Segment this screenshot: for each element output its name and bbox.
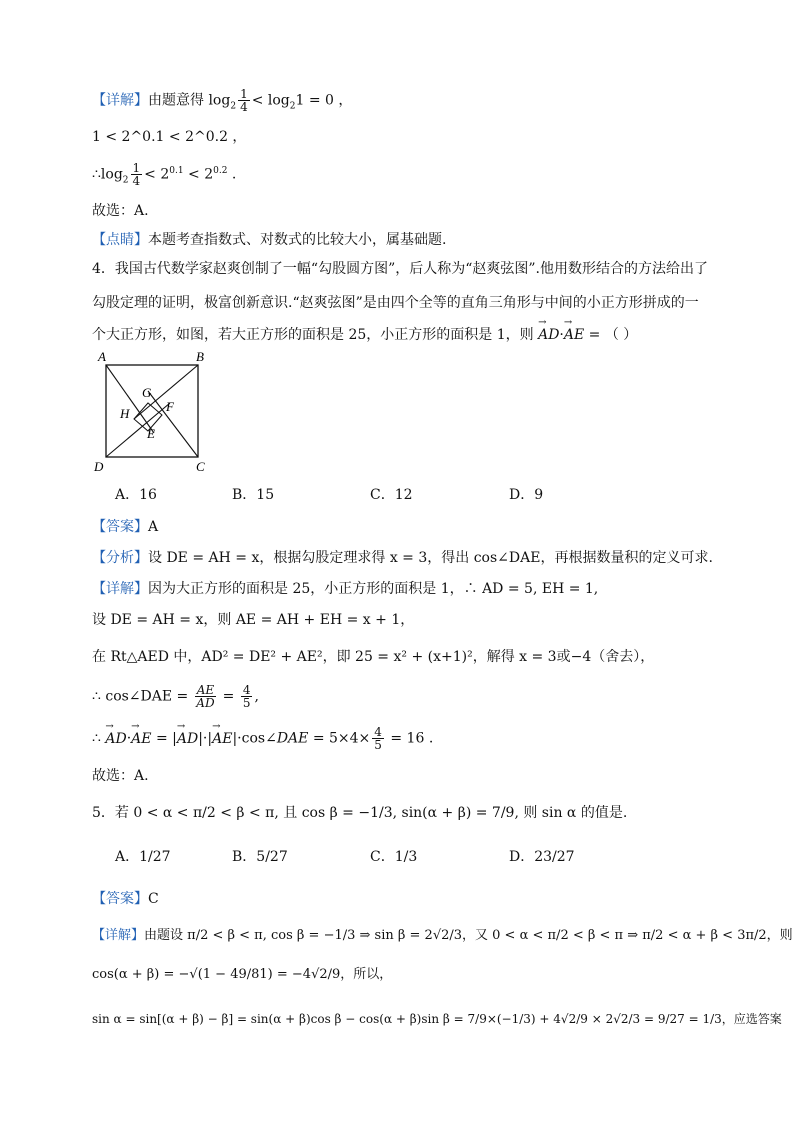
q5-option-c: C．1/3	[370, 849, 418, 865]
q5-line1: 5．若 0 < α < π/2 < β < π, 且 cos β = −1/3, sin(α + β) = 7/9, 则 sin α 的值是.	[92, 805, 628, 821]
label-B: B	[196, 349, 204, 364]
label-F: F	[166, 399, 174, 414]
p3-line3: $\therefore\log_2$ $\frac{1}{4}$ < $2^{0.1} < 2^{0.2}$ .	[92, 161, 237, 189]
q5-option-d: D．23/27	[509, 849, 575, 865]
q5-answer: 【答案】C	[92, 891, 159, 907]
q4-detail5: ∴ → AD·→ AE = |→ AD|·|→ AE|·cos∠DAE = 5×4× $\frac{4}{5}$ = 16 .	[92, 726, 433, 751]
detail-tag: 【详解】	[92, 92, 148, 109]
zhao-shuang-figure	[92, 345, 222, 475]
comment-tag: 【点睛】	[92, 232, 148, 248]
label-H: H	[120, 406, 130, 421]
p3-comment: 【点睛】本题考查指数式、对数式的比较大小，属基础题.	[92, 232, 447, 248]
q4-option-b: B．15	[232, 487, 275, 503]
q4-line1: 4．我国古代数学家赵爽创制了一幅“勾股圆方图”，后人称为“赵爽弦图”.他用数形结合的方法给出了	[92, 261, 708, 277]
q5-option-a: A．1/27	[115, 849, 171, 865]
label-G: G	[142, 385, 152, 400]
q4-option-a: A．16	[115, 487, 157, 503]
label-C: C	[196, 459, 205, 474]
q4-analysis: 【分析】设 DE = AH = x，根据勾股定理求得 x = 3，得出 cos∠DAE，再根据数量积的定义可求.	[92, 550, 713, 566]
q4-detail4: ∴ cos∠DAE = $\frac{AE}{AD}$ = $\frac{4}{5}$ ,	[92, 683, 259, 710]
q4-detail2: 设 DE = AH = x，则 AE = AH + EH = x + 1，	[92, 612, 415, 628]
q4-option-d: D．9	[509, 487, 544, 503]
label-A: A	[98, 349, 106, 364]
p3-choose: 故选：A.	[92, 203, 149, 219]
q4-answer: 【答案】A	[92, 519, 159, 535]
q4-detail1: 【详解】因为大正方形的面积是 25，小正方形的面积是 1，∴ AD = 5, EH = 1,	[92, 581, 599, 597]
q5-detail3: sin α = sin[(α + β) − β] = sin(α + β)cos β − cos(α + β)sin β = 7/9×(−1/3) + 4√2/9 × 2√2/3 = 9/27 = 1/3，应选答案	[92, 1012, 782, 1026]
q5-option-b: B．5/27	[232, 849, 288, 865]
q5-detail2: cos(α + β) = −√(1 − 49/81) = −4√2/9，所以，	[92, 967, 393, 982]
p3-detail-line: 【详解】由题意得 $\log_2$ $\frac{1}{4}$ < $\log_21 = 0$ ，	[92, 87, 353, 114]
label-E: E	[147, 426, 155, 441]
q4-line3: 个大正方形，如图，若大正方形的面积是 25，小正方形的面积是 1，则 → AD·→ AE = （ ）	[92, 324, 637, 346]
q4-choose: 故选：A.	[92, 768, 149, 784]
q4-option-c: C．12	[370, 487, 413, 503]
q4-detail3: 在 Rt△AED 中，AD² = DE² + AE²，即 25 = x² + (x+1)²，解得 x = 3或−4（舍去），	[92, 649, 655, 665]
p3-line2: 1 < 2^0.1 < 2^0.2 ，	[92, 129, 247, 145]
q4-line2: 勾股定理的证明，极富创新意识.“赵爽弦图”是由四个全等的直角三角形与中间的小正方形拼成的一	[92, 295, 699, 311]
q5-detail1: 【详解】由题设 π/2 < β < π, cos β = −1/3 ⇒ sin β = 2√2/3，又 0 < α < π/2 < β < π ⇒ π/2 < α + β < 3π/2，则	[92, 928, 793, 943]
label-D: D	[94, 459, 104, 474]
